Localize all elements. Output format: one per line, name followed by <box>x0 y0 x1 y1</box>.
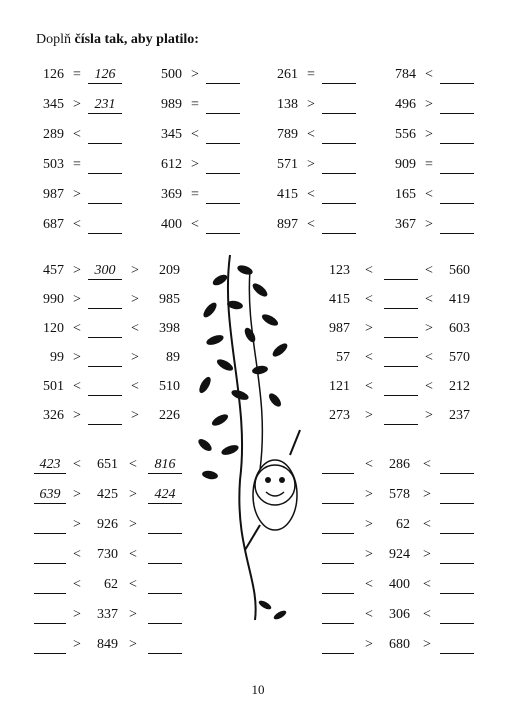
left-number: 120 <box>43 321 64 336</box>
operator: < <box>73 547 81 562</box>
operator: > <box>425 408 433 423</box>
answer-field[interactable]: 423 <box>34 456 66 474</box>
left-number: 400 <box>161 217 182 232</box>
answer-blank[interactable] <box>88 156 122 174</box>
middle-number: 924 <box>389 547 410 562</box>
left-number: 687 <box>43 217 64 232</box>
answer-blank[interactable] <box>440 486 474 504</box>
left-number: 367 <box>395 217 416 232</box>
answer-blank[interactable] <box>206 216 240 234</box>
answer-blank[interactable] <box>206 126 240 144</box>
middle-number: 680 <box>389 637 410 652</box>
answer-field[interactable]: 231 <box>88 96 122 114</box>
middle-number: 400 <box>389 577 410 592</box>
answer-blank[interactable] <box>322 96 356 114</box>
answer-blank[interactable] <box>322 186 356 204</box>
answer-blank[interactable] <box>440 546 474 564</box>
answer-blank[interactable] <box>88 407 122 425</box>
operator: = <box>425 157 433 172</box>
answer-blank[interactable] <box>384 262 418 280</box>
left-number: 789 <box>277 127 298 142</box>
operator: > <box>73 408 81 423</box>
operator: < <box>307 127 315 142</box>
page-number: 10 <box>251 682 265 697</box>
middle-number: 286 <box>389 457 410 472</box>
operator: > <box>129 607 137 622</box>
answer-blank[interactable] <box>88 349 122 367</box>
answer-blank[interactable] <box>148 606 182 624</box>
operator: < <box>73 127 81 142</box>
operator: > <box>73 350 81 365</box>
answer-blank[interactable] <box>322 516 354 534</box>
answer-field[interactable]: 126 <box>88 66 122 84</box>
answer-blank[interactable] <box>322 546 354 564</box>
answer-blank[interactable] <box>440 66 474 84</box>
operator: < <box>73 321 81 336</box>
operator: < <box>365 577 373 592</box>
operator: > <box>129 637 137 652</box>
operator: > <box>365 637 373 652</box>
left-number: 897 <box>277 217 298 232</box>
answer-blank[interactable] <box>322 216 356 234</box>
operator: > <box>423 487 431 502</box>
middle-number: 926 <box>97 517 118 532</box>
answer-blank[interactable] <box>440 636 474 654</box>
answer-blank[interactable] <box>34 576 66 594</box>
operator: < <box>191 217 199 232</box>
operator: < <box>365 607 373 622</box>
operator: > <box>73 97 81 112</box>
answer-blank[interactable] <box>440 156 474 174</box>
operator: > <box>365 487 373 502</box>
left-number: 571 <box>277 157 298 172</box>
left-number: 138 <box>277 97 298 112</box>
operator: = <box>191 187 199 202</box>
left-number: 123 <box>329 263 350 278</box>
operator: < <box>425 187 433 202</box>
right-number: 209 <box>159 263 180 278</box>
left-number: 261 <box>277 67 298 82</box>
answer-blank[interactable] <box>440 456 474 474</box>
answer-field[interactable]: 300 <box>88 262 122 280</box>
operator: < <box>307 187 315 202</box>
answer-blank[interactable] <box>34 516 66 534</box>
operator: < <box>129 577 137 592</box>
answer-blank[interactable] <box>88 320 122 338</box>
answer-field[interactable]: 816 <box>148 456 182 474</box>
answer-blank[interactable] <box>322 636 354 654</box>
answer-blank[interactable] <box>322 66 356 84</box>
operator: < <box>425 263 433 278</box>
operator: < <box>131 379 139 394</box>
right-number: 985 <box>159 292 180 307</box>
answer-blank[interactable] <box>322 486 354 504</box>
operator: > <box>73 637 81 652</box>
operator: < <box>73 577 81 592</box>
left-number: 273 <box>329 408 350 423</box>
operator: < <box>365 263 373 278</box>
operator: > <box>131 263 139 278</box>
left-number: 612 <box>161 157 182 172</box>
operator: = <box>73 157 81 172</box>
operator: < <box>73 217 81 232</box>
operator: < <box>131 321 139 336</box>
operator: > <box>131 292 139 307</box>
answer-blank[interactable] <box>440 186 474 204</box>
right-number: 226 <box>159 408 180 423</box>
left-number: 500 <box>161 67 182 82</box>
operator: > <box>73 187 81 202</box>
operator: > <box>307 97 315 112</box>
left-number: 326 <box>43 408 64 423</box>
left-number: 165 <box>395 187 416 202</box>
answer-blank[interactable] <box>440 96 474 114</box>
answer-blank[interactable] <box>384 349 418 367</box>
answer-blank[interactable] <box>34 606 66 624</box>
right-number: 419 <box>449 292 470 307</box>
answer-blank[interactable] <box>206 186 240 204</box>
answer-blank[interactable] <box>322 576 354 594</box>
left-number: 987 <box>43 187 64 202</box>
operator: < <box>191 127 199 142</box>
operator: < <box>425 350 433 365</box>
answer-blank[interactable] <box>322 126 356 144</box>
answer-blank[interactable] <box>88 216 122 234</box>
operator: < <box>425 379 433 394</box>
middle-number: 651 <box>97 457 118 472</box>
right-number: 603 <box>449 321 470 336</box>
left-number: 503 <box>43 157 64 172</box>
operator: > <box>129 517 137 532</box>
operator: < <box>423 457 431 472</box>
left-number: 289 <box>43 127 64 142</box>
operator: = <box>307 67 315 82</box>
left-number: 501 <box>43 379 64 394</box>
operator: < <box>73 379 81 394</box>
operator: > <box>425 127 433 142</box>
middle-number: 306 <box>389 607 410 622</box>
left-number: 987 <box>329 321 350 336</box>
left-number: 909 <box>395 157 416 172</box>
middle-number: 578 <box>389 487 410 502</box>
answer-blank[interactable] <box>322 156 356 174</box>
operator: > <box>131 350 139 365</box>
operator: > <box>365 517 373 532</box>
right-number: 570 <box>449 350 470 365</box>
answer-blank[interactable] <box>206 96 240 114</box>
answer-blank[interactable] <box>384 378 418 396</box>
answer-field[interactable]: 639 <box>34 486 66 504</box>
answer-blank[interactable] <box>206 66 240 84</box>
left-number: 369 <box>161 187 182 202</box>
operator: > <box>73 263 81 278</box>
middle-number: 730 <box>97 547 118 562</box>
left-number: 784 <box>395 67 416 82</box>
answer-blank[interactable] <box>88 291 122 309</box>
operator: = <box>191 97 199 112</box>
answer-blank[interactable] <box>148 516 182 534</box>
operator: < <box>425 292 433 307</box>
answer-blank[interactable] <box>148 636 182 654</box>
operator: > <box>73 517 81 532</box>
monkey-illustration <box>190 250 310 650</box>
answer-blank[interactable] <box>384 407 418 425</box>
answer-blank[interactable] <box>384 291 418 309</box>
answer-blank[interactable] <box>34 546 66 564</box>
operator: > <box>73 292 81 307</box>
operator: > <box>365 547 373 562</box>
operator: = <box>73 67 81 82</box>
left-number: 556 <box>395 127 416 142</box>
operator: > <box>365 408 373 423</box>
answer-blank[interactable] <box>440 606 474 624</box>
operator: > <box>191 67 199 82</box>
answer-blank[interactable] <box>322 456 354 474</box>
middle-number: 337 <box>97 607 118 622</box>
left-number: 496 <box>395 97 416 112</box>
right-number: 237 <box>449 408 470 423</box>
left-number: 989 <box>161 97 182 112</box>
answer-blank[interactable] <box>440 576 474 594</box>
operator: < <box>365 457 373 472</box>
operator: < <box>423 577 431 592</box>
answer-blank[interactable] <box>88 186 122 204</box>
answer-blank[interactable] <box>440 216 474 234</box>
operator: > <box>365 321 373 336</box>
right-number: 510 <box>159 379 180 394</box>
answer-blank[interactable] <box>206 156 240 174</box>
answer-blank[interactable] <box>440 516 474 534</box>
operator: < <box>425 67 433 82</box>
answer-blank[interactable] <box>384 320 418 338</box>
right-number: 212 <box>449 379 470 394</box>
middle-number: 425 <box>97 487 118 502</box>
operator: < <box>423 517 431 532</box>
operator: < <box>129 457 137 472</box>
operator: < <box>365 379 373 394</box>
operator: > <box>131 408 139 423</box>
operator: > <box>307 157 315 172</box>
operator: < <box>423 607 431 622</box>
left-number: 57 <box>336 350 350 365</box>
middle-number: 62 <box>104 577 118 592</box>
right-number: 398 <box>159 321 180 336</box>
left-number: 345 <box>161 127 182 142</box>
left-number: 345 <box>43 97 64 112</box>
answer-blank[interactable] <box>440 126 474 144</box>
answer-blank[interactable] <box>34 636 66 654</box>
answer-blank[interactable] <box>148 576 182 594</box>
middle-number: 849 <box>97 637 118 652</box>
left-number: 126 <box>43 67 64 82</box>
operator: > <box>425 97 433 112</box>
operator: > <box>425 321 433 336</box>
operator: > <box>425 217 433 232</box>
answer-blank[interactable] <box>88 378 122 396</box>
operator: > <box>129 487 137 502</box>
operator: > <box>423 637 431 652</box>
right-number: 560 <box>449 263 470 278</box>
left-number: 415 <box>277 187 298 202</box>
left-number: 990 <box>43 292 64 307</box>
answer-blank[interactable] <box>88 126 122 144</box>
left-number: 121 <box>329 379 350 394</box>
operator: > <box>191 157 199 172</box>
right-number: 89 <box>166 350 180 365</box>
operator: < <box>129 547 137 562</box>
operator: > <box>73 607 81 622</box>
page-title: Doplň čísla tak, aby platilo: <box>36 32 199 47</box>
middle-number: 62 <box>396 517 410 532</box>
answer-blank[interactable] <box>148 546 182 564</box>
operator: > <box>423 547 431 562</box>
operator: < <box>73 457 81 472</box>
operator: < <box>307 217 315 232</box>
left-number: 457 <box>43 263 64 278</box>
operator: < <box>365 292 373 307</box>
operator: > <box>73 487 81 502</box>
left-number: 99 <box>50 350 64 365</box>
left-number: 415 <box>329 292 350 307</box>
operator: < <box>365 350 373 365</box>
answer-blank[interactable] <box>322 606 354 624</box>
answer-field[interactable]: 424 <box>148 486 182 504</box>
